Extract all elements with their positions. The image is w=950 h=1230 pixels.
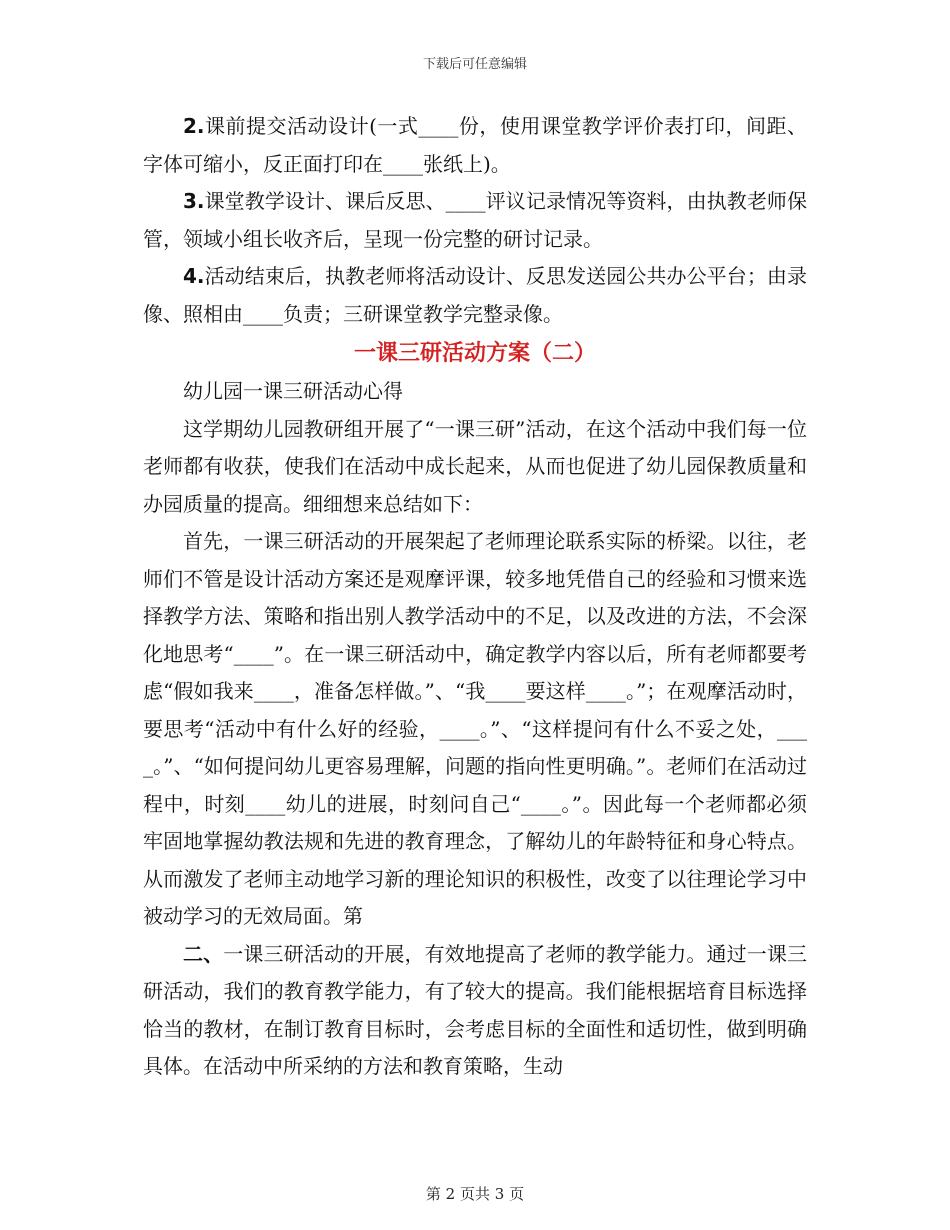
page-footer: 第 2 页共 3 页 [425, 1185, 525, 1203]
page-header: 下载后可任意编辑 [422, 57, 527, 72]
list-item [143, 183, 807, 258]
section-title: 一课三研活动方案（二） [353, 340, 596, 366]
paragraph [143, 936, 807, 1086]
paragraph: 这学期幼儿园教研组开展了“一课三研”活动，在这个活动中我们每一位老师都有收获，使我们在活动中成长起来，从而也促进了幼儿园保教质量和办园质量的提高。细细想来总结如下： [143, 416, 807, 516]
paragraph-text: 一课三研活动的开展，有效地提高了老师的教学能力。通过一课三研活动，我们的教育教学能力，有了较大的提高。我们能根据培育目标选择恰当的教材，在制订教育目标时，会考虑目标的全面性和适切性，做到明确具体。在活动中所采纳的方法和教育策略，生动 [143, 941, 808, 1078]
list-number: 4. [183, 264, 205, 288]
list-item [143, 258, 807, 333]
list-number: 2. [183, 114, 205, 138]
list-text: 活动结束后，执教老师将活动设计、反思发送园公共办公平台；由录像、照相由____负责；三研课堂教学完整录像。 [143, 264, 807, 326]
list-item [143, 108, 807, 183]
list-number: 3. [183, 189, 205, 213]
document-body [143, 108, 807, 1086]
list-text: 课堂教学设计、课后反思、____评议记录情况等资料，由执教老师保管，领域小组长收齐后，呈现一份完整的研讨记录。 [143, 189, 807, 251]
list-text: 课前提交活动设计(一式____份，使用课堂教学评价表打印，间距、字体可缩小，反正面打印在____张纸上)。 [143, 114, 807, 176]
paragraph-lead: 二、 [183, 941, 224, 966]
paragraph: 首先，一课三研活动的开展架起了老师理论联系实际的桥梁。以往，老师们不管是设计活动方案还是观摩评课，较多地凭借自己的经验和习惯来选择教学方法、策略和指出别人教学活动中的不足，以及改进的方法，不会深化地思考“____”。在一课三研活动中，确定教学内容以后，所有老师都要考虑“假如我来____，准备怎样做。”、“我____要这样____。”；在观摩活动时，要思考“活动中有什么好的经验，____。”、“这样提问有什么不妥之处，____。”、“如何提问幼儿更容易理解，问题的指向性更明确。”。老师们在活动过程中，时刻____幼儿的进展，时刻问自己“____。”。因此每一个老师都必须牢固地掌握幼教法规和先进的教育理念，了解幼儿的年龄特征和身心特点。从而激发了老师主动地学习新的理论知识的积极性，改变了以往理论学习中被动学习的无效局面。第 [143, 529, 807, 928]
subtitle: 幼儿园一课三研活动心得 [183, 379, 403, 403]
